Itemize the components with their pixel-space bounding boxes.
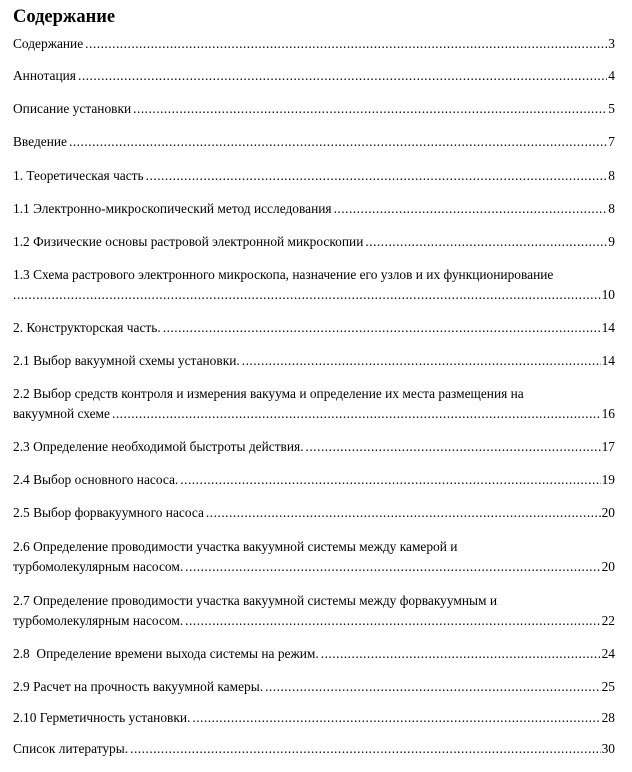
toc-entry-section-2-7[interactable]: [13, 591, 615, 631]
toc-entry-page: 25: [601, 679, 615, 694]
toc-entry-section-2-10[interactable]: [13, 708, 615, 728]
toc-entry-page: 14: [601, 320, 615, 335]
dot-leader: [180, 470, 600, 490]
dot-leader: [146, 166, 608, 186]
toc-entry-title-line1: 2.2 Выбор средств контроля и измерения вакуума и определение их места размещения на: [13, 386, 524, 401]
toc-entry-section-1-1[interactable]: [13, 199, 615, 219]
dot-leader: [265, 677, 601, 697]
toc-entry-title: Список литературы.: [13, 741, 129, 756]
toc-entry-section-1[interactable]: [13, 166, 615, 186]
toc-entry-title: 1.3 Схема растрового электронного микроскопа, назначение его узлов и их функционирование: [13, 267, 554, 282]
toc-entry-title: 2.8 Определение времени выхода системы на режим.: [13, 646, 319, 661]
toc-entry-title: 1.1 Электронно-микроскопический метод исследования: [13, 201, 332, 216]
toc-entry-section-2-4[interactable]: [13, 470, 615, 490]
toc-entry-annotation[interactable]: [13, 66, 615, 86]
toc-entry-setup-description[interactable]: [13, 99, 615, 119]
dot-leader: [206, 503, 601, 523]
toc-entry-page: 24: [601, 646, 615, 661]
dot-leader: [365, 232, 607, 252]
dot-leader: [112, 404, 601, 424]
toc-entry-title: Аннотация: [13, 68, 76, 83]
dot-leader: [185, 611, 600, 631]
toc-entry-title: 2. Конструкторская часть.: [13, 320, 161, 335]
toc-entry-page: 3: [608, 36, 615, 51]
toc-entry-page: 20: [601, 505, 615, 520]
dot-leader: [85, 34, 607, 54]
dot-leader: [130, 739, 601, 759]
toc-entry-title: Введение: [13, 134, 67, 149]
toc-entry-section-2-8[interactable]: [13, 644, 615, 664]
toc-entry-title-line1: 2.7 Определение проводимости участка вакуумной системы между форвакуумным и: [13, 593, 498, 608]
toc-entry-section-2-6[interactable]: [13, 537, 615, 577]
toc-entry-title: 2.4 Выбор основного насоса.: [13, 472, 179, 487]
toc-entry-title: 2.10 Герметичность установки.: [13, 710, 191, 725]
toc-entry-title: 2.5 Выбор форвакуумного насоса: [13, 505, 204, 520]
toc-entry-section-1-2[interactable]: [13, 232, 615, 252]
toc-entry-introduction[interactable]: [13, 132, 615, 152]
dot-leader: [163, 318, 601, 338]
dot-leader: [185, 557, 600, 577]
toc-entry-section-2-2[interactable]: [13, 384, 615, 424]
dot-leader: [69, 132, 607, 152]
toc-entry-section-2-9[interactable]: [13, 677, 615, 697]
dot-leader: [334, 199, 608, 219]
toc-entry-title: 1.2 Физические основы растровой электронной микроскопии: [13, 234, 364, 249]
toc-entry-page: 17: [601, 439, 615, 454]
dot-leader: [78, 66, 607, 86]
toc-entry-title-line2: турбомолекулярным насосом.: [13, 559, 184, 574]
toc-entry-page: 28: [601, 710, 615, 725]
toc-entry-title: 1. Теоретическая часть: [13, 168, 144, 183]
dot-leader: [192, 708, 600, 728]
toc-entry-contents[interactable]: [13, 34, 615, 54]
toc-entry-page: 20: [601, 559, 615, 574]
toc-heading: Содержание: [13, 7, 116, 27]
toc-entry-page: 4: [608, 68, 615, 83]
toc-entry-section-2-1[interactable]: [13, 351, 615, 371]
dot-leader: [321, 644, 601, 664]
toc-entry-page: 9: [608, 234, 615, 249]
toc-entry-page: 8: [608, 201, 615, 216]
toc-entry-title: 2.3 Определение необходимой быстроты действия.: [13, 439, 304, 454]
toc-entry-title-line2: вакуумной схеме: [13, 406, 110, 421]
toc-entry-section-2[interactable]: [13, 318, 615, 338]
toc-entry-title: 2.9 Расчет на прочность вакуумной камеры.: [13, 679, 264, 694]
toc-entry-page: 30: [601, 741, 615, 756]
toc-entry-page: 5: [608, 101, 615, 116]
toc-entry-page: 16: [601, 406, 615, 421]
toc-entry-title-line1: 2.6 Определение проводимости участка вакуумной системы между камерой и: [13, 539, 458, 554]
dot-leader: [133, 99, 607, 119]
toc-entry-title: 2.1 Выбор вакуумной схемы установки.: [13, 353, 240, 368]
toc-entry-title-line2: турбомолекулярным насосом.: [13, 613, 184, 628]
toc-entry-title: Описание установки: [13, 101, 132, 116]
toc-entry-section-2-3[interactable]: [13, 437, 615, 457]
dot-leader: [306, 437, 601, 457]
toc-entry-page: 10: [601, 287, 615, 302]
toc-entry-page: 8: [608, 168, 615, 183]
toc-entry-section-1-3[interactable]: [13, 265, 615, 305]
toc-entry-bibliography[interactable]: [13, 739, 615, 759]
toc-entry-page: 14: [601, 353, 615, 368]
toc-entry-title: Содержание: [13, 36, 84, 51]
toc-entry-section-2-5[interactable]: [13, 503, 615, 523]
dot-leader: [13, 285, 601, 305]
toc-entry-page: 7: [608, 134, 615, 149]
toc-entry-page: 19: [601, 472, 615, 487]
toc-entry-page: 22: [601, 613, 615, 628]
dot-leader: [242, 351, 601, 371]
